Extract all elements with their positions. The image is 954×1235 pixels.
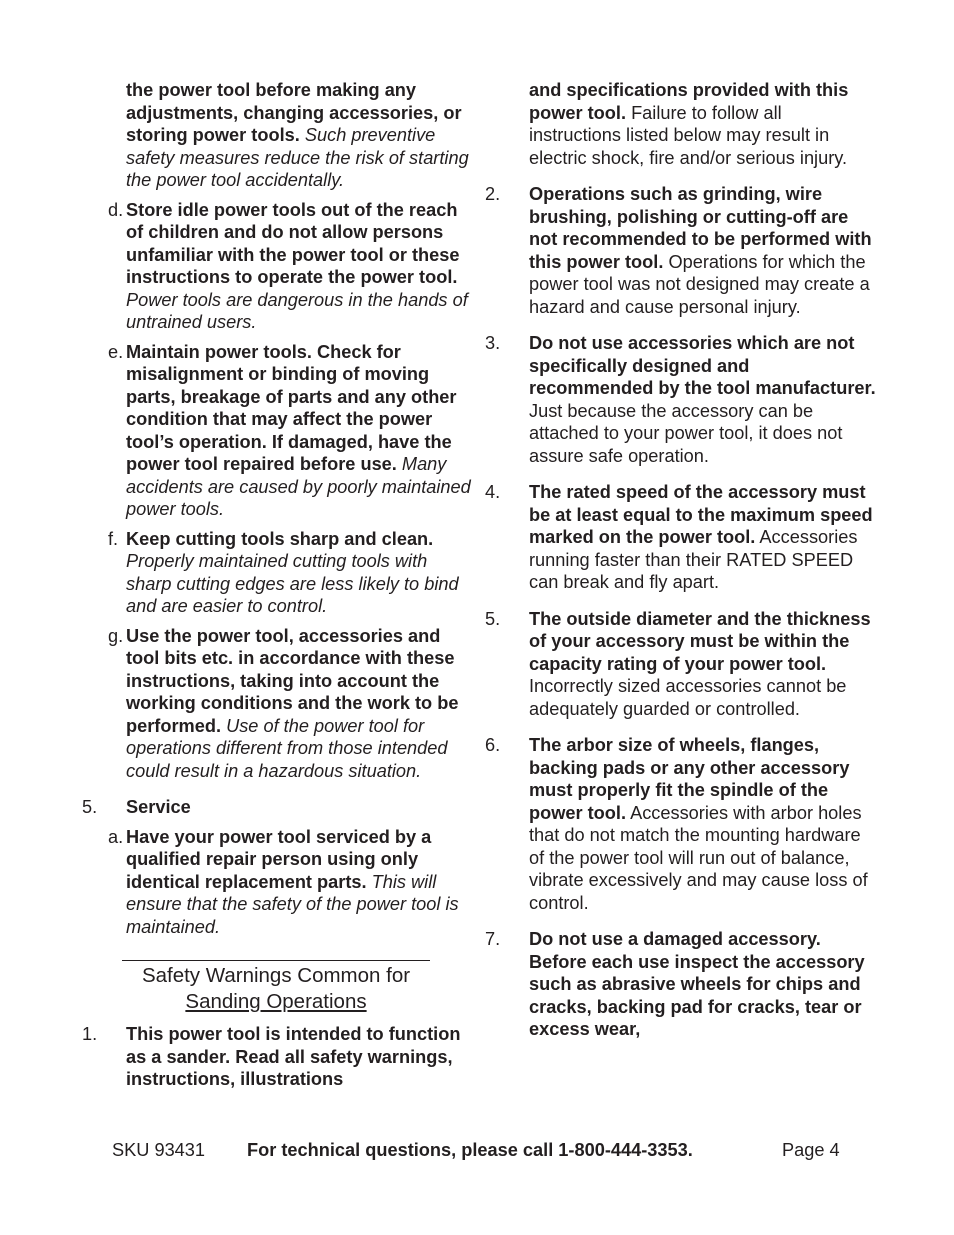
list-label: e. bbox=[108, 341, 124, 362]
continued-paragraph bbox=[529, 79, 877, 169]
list-item-g bbox=[82, 625, 474, 783]
list-plain: Operations for which the power tool was not designed may create a hazard and cause personal injury. bbox=[529, 251, 870, 317]
list-label: 4. bbox=[485, 482, 501, 502]
list-label: 2. bbox=[485, 184, 501, 204]
list-bold: The arbor size of wheels, flanges, backing pads or any other accessory must properly fit the spindle of the power tool. bbox=[529, 735, 850, 823]
service-heading bbox=[82, 796, 474, 819]
right-column bbox=[485, 79, 877, 1041]
list-bold: Store idle power tools out of the reach of children and do not allow persons unfamiliar with the power tool or these instructions to operate the power tool. bbox=[126, 199, 460, 287]
list-label: d. bbox=[108, 199, 124, 220]
list-label: a. bbox=[108, 826, 124, 847]
list-label: 3. bbox=[485, 333, 501, 353]
list-label: g. bbox=[108, 625, 124, 646]
cont-plain: Failure to follow all instructions listed below may result in electric shock, fire and/or serious injury. bbox=[529, 102, 848, 168]
list-bold: Have your power tool serviced by a qualified repair person using only identical replacement parts. bbox=[126, 826, 432, 892]
list-item-a bbox=[82, 826, 474, 939]
page-footer bbox=[112, 1139, 852, 1163]
list-label: 6. bbox=[485, 735, 501, 755]
list-bold: Do not use a damaged accessory. Before each use inspect the accessory such as abrasive wheels for chips and cracks, backing pad for cracks, tear or excess wear, bbox=[529, 929, 865, 1039]
intro-paragraph bbox=[126, 79, 474, 192]
list-item-f bbox=[82, 528, 474, 618]
list-bold: Do not use accessories which are not specifically designed and recommended by the tool manufacturer. bbox=[529, 333, 876, 398]
list-label: 5. bbox=[82, 797, 98, 817]
list-plain: Just because the accessory can be attached to your power tool, it does not assure safe operation. bbox=[529, 400, 843, 466]
list-bold: The outside diameter and the thickness of your accessory must be within the capacity rating of your power tool. bbox=[529, 608, 871, 674]
list-item-2 bbox=[485, 183, 877, 318]
list-italic: This will ensure that the safety of the power tool is maintained. bbox=[126, 871, 459, 937]
list-item-4 bbox=[485, 481, 877, 594]
list-label: 7. bbox=[485, 929, 501, 949]
footer-sku: SKU 93431 bbox=[112, 1140, 206, 1160]
list-label: f. bbox=[108, 528, 119, 549]
list-bold: Operations such as grinding, wire brushing, polishing or cutting-off are not recommended to be performed with this power tool. bbox=[529, 184, 872, 272]
list-bold: Keep cutting tools sharp and clean. bbox=[126, 528, 434, 549]
heading-line2: Sanding Operations bbox=[185, 990, 367, 1013]
list-plain: Accessories running faster than their RATED SPEED can break and fly apart. bbox=[529, 527, 858, 592]
list-item-7 bbox=[485, 928, 877, 1041]
list-italic: Power tools are dangerous in the hands of untrained users. bbox=[126, 289, 468, 332]
list-italic: Use of the power tool for operations different from those intended could result in a hazardous situation. bbox=[126, 715, 448, 781]
list-bold: This power tool is intended to function as a sander. Read all safety warnings, instructions, illustrations bbox=[126, 1024, 461, 1089]
list-italic: Many accidents are caused by poorly maintained power tools. bbox=[126, 454, 471, 519]
list-item-5 bbox=[485, 608, 877, 721]
section-heading bbox=[122, 960, 430, 1015]
footer-page-number: Page 4 bbox=[782, 1140, 840, 1160]
cont-bold: and specifications provided with this power tool. bbox=[529, 80, 849, 123]
list-label: 5. bbox=[485, 608, 501, 629]
intro-bold: the power tool before making any adjustments, changing accessories, or storing power tools. bbox=[126, 80, 462, 145]
list-item-1 bbox=[82, 1023, 474, 1091]
list-plain: Accessories with arbor holes that do not match the mounting hardware of the power tool will run out of balance, vibrate excessively and may cause loss of control. bbox=[529, 802, 868, 913]
list-bold: Use the power tool, accessories and tool bits etc. in accordance with these instructions, taking into account the working conditions and the work to be performed. bbox=[126, 625, 459, 736]
heading-line1: Safety Warnings Common for bbox=[141, 964, 411, 987]
intro-italic: Such preventive safety measures reduce the risk of starting the power tool accidentally. bbox=[126, 125, 469, 190]
list-item-d bbox=[82, 199, 474, 334]
footer-tech-line: For technical questions, please call 1-800-444-3353. bbox=[247, 1140, 693, 1160]
list-item-e bbox=[82, 341, 474, 521]
list-label: 1. bbox=[82, 1024, 98, 1044]
list-plain: Incorrectly sized accessories cannot be adequately guarded or controlled. bbox=[529, 676, 847, 719]
list-italic: Properly maintained cutting tools with sharp cutting edges are less likely to bind and are easier to control. bbox=[126, 551, 459, 616]
left-column bbox=[82, 79, 474, 1091]
service-title: Service bbox=[126, 797, 191, 817]
list-bold: Maintain power tools. Check for misalignment or binding of moving parts, breakage of parts and any other condition that may affect the power tool’s operation. If damaged, have the power tool repaired before use. bbox=[126, 341, 457, 474]
list-bold: The rated speed of the accessory must be at least equal to the maximum speed marked on the power tool. bbox=[529, 482, 873, 547]
list-item-6 bbox=[485, 734, 877, 914]
list-item-3 bbox=[485, 332, 877, 467]
